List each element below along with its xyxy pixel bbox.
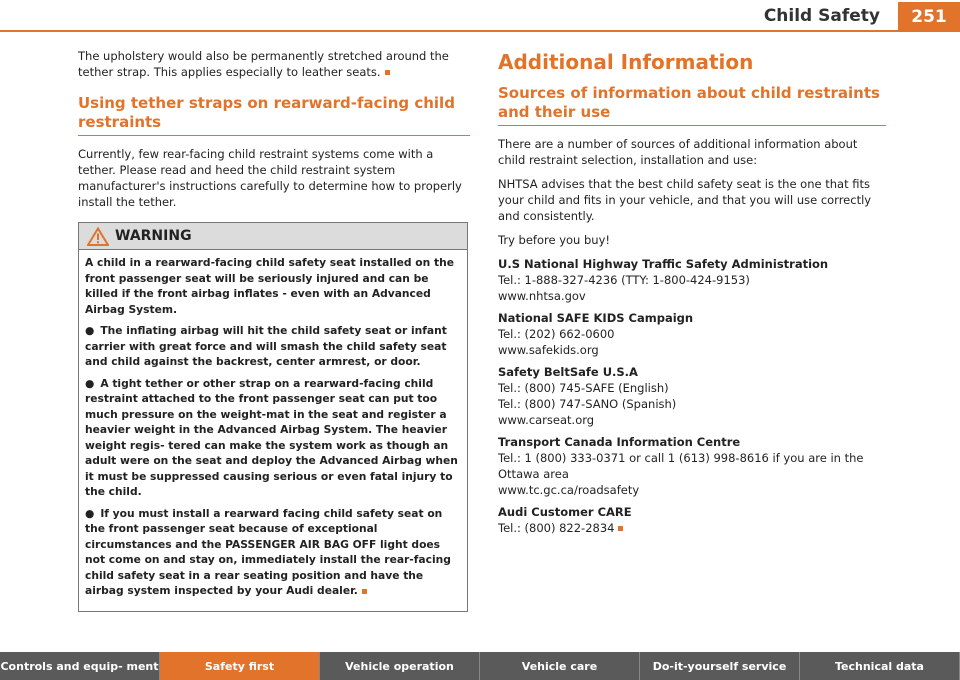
contact-org: Transport Canada Information Centre (498, 435, 741, 449)
contact-entry (498, 434, 886, 498)
footer-tab-safety-first[interactable]: Safety first (160, 652, 320, 680)
warning-box (78, 222, 468, 612)
intro-paragraph: The upholstery would also be permanently stretched around the tether strap. This applies especially to leather seats. (78, 49, 449, 79)
end-mark-icon (362, 589, 367, 594)
contact-org: Safety BeltSafe U.S.A (498, 365, 638, 379)
section-title: Child Safety (763, 6, 880, 26)
contact-entry (498, 256, 886, 304)
additional-info-heading: Additional Information (498, 50, 754, 74)
contact-line: www.safekids.org (498, 343, 599, 357)
footer-tab-vehicle-operation[interactable]: Vehicle operation (320, 652, 480, 680)
contact-line: www.tc.gc.ca/roadsafety (498, 483, 640, 497)
contact-line: Tel.: (800) 745-SAFE (English) (498, 381, 669, 395)
end-mark-icon (385, 70, 390, 75)
end-mark-icon (618, 526, 623, 531)
warning-body (79, 250, 467, 611)
tether-heading: Using tether straps on rearward-facing child restraints (78, 94, 470, 136)
contact-entry (498, 364, 886, 428)
contact-line: Tel.: (800) 747-SANO (Spanish) (498, 397, 677, 411)
contact-org: National SAFE KIDS Campaign (498, 311, 694, 325)
contact-line: Tel.: 1-888-327-4236 (TTY: 1-800-424-9153) (498, 273, 750, 287)
footer-tab-controls[interactable]: Controls and equip- ment (0, 652, 160, 680)
warning-title: WARNING (115, 228, 192, 244)
footer-nav (0, 652, 960, 680)
contact-org: Audi Customer CARE (498, 505, 632, 519)
try-before-buy: Try before you buy! (498, 233, 610, 247)
footer-tab-technical-data[interactable]: Technical data (800, 652, 960, 680)
contact-entry (498, 310, 886, 358)
warning-triangle-icon (87, 227, 109, 246)
sources-intro: There are a number of sources of additional information about child restraint selection, installation and use: (498, 137, 858, 167)
footer-tab-diy-service[interactable]: Do-it-yourself service (640, 652, 800, 680)
contact-entry (498, 504, 886, 536)
contact-org: U.S National Highway Traffic Safety Administration (498, 257, 829, 271)
contact-line: www.nhtsa.gov (498, 289, 586, 303)
page-number-badge: 251 (898, 2, 960, 32)
header-rule (0, 30, 960, 32)
contact-line: Tel.: (202) 662-0600 (498, 327, 615, 341)
contact-line: Tel.: (800) 822-2834 (498, 520, 886, 536)
warning-header (79, 223, 467, 250)
warning-bullet: ● If you must install a rearward facing child safety seat on the front passenger seat because of exceptional circumstances and the PASSENGER AIR BAG OFF light does not come on and stay on, immediately install the rear-facing child safety seat in a rear seating position and have the airbag system inspected by your Audi dealer. (85, 506, 451, 597)
contact-line: Tel.: 1 (800) 333-0371 or call 1 (613) 998-8616 if you are in the Ottawa area (498, 451, 864, 481)
warning-bullet: ● A tight tether or other strap on a rearward-facing child restraint attached to the front passenger seat can put too much pressure on the weight-mat in the seat and register a heavier weight in the Advanced Airbag System. The heavier weight regis- tered can make the system work as though an adult were on the seat and deploy the Advanced Airbag when it must be suppressed causing serious or even fatal injury to the child. (85, 376, 458, 498)
warning-lead: A child in a rearward-facing child safety seat installed on the front passenger seat will be seriously injured and can be killed if the front airbag inflates - even with an Advanced Airbag System. (85, 256, 454, 316)
right-column (498, 48, 886, 542)
left-column (78, 48, 470, 612)
tether-paragraph: Currently, few rear-facing child restraint systems come with a tether. Please read and heed the child restraint system manufacturer's instructions carefully to determine how to properly install the tether. (78, 147, 462, 209)
sources-heading: Sources of information about child restraints and their use (498, 84, 886, 126)
bullet-icon: ● (85, 506, 95, 520)
nhtsa-advice: NHTSA advises that the best child safety seat is the one that fits your child and fits in your vehicle, and that you will use correctly and consistently. (498, 177, 872, 223)
bullet-icon: ● (85, 376, 95, 390)
footer-tab-vehicle-care[interactable]: Vehicle care (480, 652, 640, 680)
bullet-icon: ● (85, 324, 95, 337)
contact-line: www.carseat.org (498, 413, 595, 427)
warning-bullet: ● The inflating airbag will hit the child safety seat or infant carrier with great force and will smash the child safety seat and child against the backrest, center armrest, or door. (85, 324, 447, 368)
